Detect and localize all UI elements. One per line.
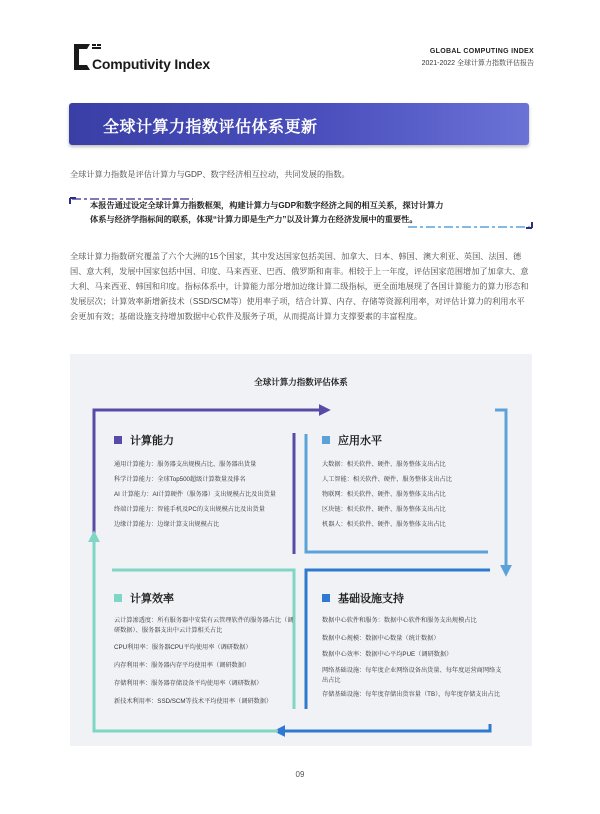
square-icon xyxy=(322,594,330,602)
infra-arrow xyxy=(278,724,490,731)
highlight-text xyxy=(90,199,515,227)
page-number: 09 xyxy=(295,770,305,779)
section-title: 全球计算力指数评估体系更新 xyxy=(103,119,318,136)
panel-compute-title xyxy=(114,432,174,448)
panel-app-label: 应用水平 xyxy=(338,435,382,447)
report-title-cn: 2021-2022 全球计算力指数评估报告 xyxy=(421,60,534,67)
diagram-title: 全球计算力指数评估体系 xyxy=(254,377,348,387)
list-item: 网络基础设施：每年度企业网络设备出货量、每年度运营商网络支出占比 xyxy=(322,667,502,684)
brand-name: Computivity Index xyxy=(92,56,210,72)
list-item: 存储利用率：服务器存储设备平均使用率（调研数据） xyxy=(114,680,263,687)
list-item: 数据中心效率：数据中心平均PUE（调研数据） xyxy=(322,651,453,658)
list-item: 人工智能：相关软件、硬件、服务整体支出占比 xyxy=(322,476,452,483)
list-item: 边缘计算能力：边缘计算支出规模占比 xyxy=(114,521,220,528)
report-title-en: GLOBAL COMPUTING INDEX xyxy=(429,48,534,55)
panel-infrastructure-title xyxy=(322,590,404,606)
index-framework-diagram xyxy=(70,354,532,746)
panel-app-title xyxy=(322,432,382,448)
square-icon xyxy=(114,594,122,602)
list-item: 通用计算能力：服务器支出规模占比、服务器出货量 xyxy=(114,461,257,468)
list-item: 存储基础设施：每年度存储出货容量（TB），每年度存储支出占比 xyxy=(322,691,501,698)
square-icon xyxy=(114,436,122,444)
panel-infrastructure-label: 基础设施支持 xyxy=(338,593,404,605)
highlight-line-2: 体系与经济学指标间的联系，体现“计算力即是生产力”以及计算力在经济发展中的重要性。 xyxy=(90,215,418,224)
panel-compute-label: 计算能力 xyxy=(130,435,174,447)
list-item: 云计算渗透度：所有服务器中安装有云管理软件的服务器占比（调研数据）、服务器支出中云计算相关占比 xyxy=(114,617,294,634)
highlight-box xyxy=(68,196,534,230)
body-paragraph: 全球计算力指数研究覆盖了六个大洲的15个国家，其中发达国家包括美国、加拿大、日本、韩国、澳大利亚、英国、法国、德国、意大利，发展中国家包括中国、印度、马来西亚、巴西、俄罗斯和南非。相较于上一年度，评估国家范围增加了加拿大、意大利、马来西亚、韩国和印度。指标体系中，计算能力部分增加边缘计算二级指标，更全面地展现了各国计算能力的算力形态和发展层次；计算效率新增新技术（SSD/SCM等）使用率子项，结合计算、内存、存储等资源利用率，对评估计算力的利用水平会更加有效；基础设施支持增加数据中心软件及服务子项，从而提高计算力支撑要素的丰富程度。 xyxy=(70,252,529,321)
panel-efficiency-title xyxy=(114,590,174,606)
list-item: 机器人：相关软件、硬件、服务整体支出占比 xyxy=(322,521,446,528)
list-item: 新技术利用率：SSD/SCM等技术平均使用率（调研数据） xyxy=(114,698,273,705)
list-item: 数据中心软件和服务：数据中心软件和服务支出规模占比 xyxy=(322,617,477,624)
square-icon xyxy=(322,436,330,444)
list-item: 终端计算能力：智能手机及PC的支出规模占比及出货量 xyxy=(114,506,265,513)
panel-efficiency-label: 计算效率 xyxy=(130,593,174,605)
list-item: AI 计算能力：AI计算硬件（服务器）支出规模占比及出货量 xyxy=(114,491,276,498)
list-item: 内存利用率：服务器内存平均使用率（调研数据） xyxy=(114,662,251,669)
brand-logo xyxy=(70,42,240,78)
highlight-line-1: 本报告通过设定全球计算力指数框架，构建计算力与GDP和数字经济之间的相互关系，探讨计算力 xyxy=(90,201,444,210)
report-header xyxy=(422,48,534,68)
section-banner xyxy=(69,103,529,145)
intro-paragraph: 全球计算力指数是评估计算力与GDP、数字经济相互拉动，共同发展的指数。 xyxy=(70,170,350,179)
list-item: 大数据：相关软件、硬件、服务整体支出占比 xyxy=(322,461,446,468)
list-item: 科学计算能力：全球Top500超级计算数量及排名 xyxy=(114,476,246,483)
list-item: 数据中心规模：数据中心数量（统计数据） xyxy=(322,635,440,642)
list-item: 区块链：相关软件、硬件、服务整体支出占比 xyxy=(322,506,446,513)
list-item: 物联网：相关软件、硬件、服务整体支出占比 xyxy=(322,491,446,498)
list-item: CPU利用率：服务器CPU平均使用率（调研数据） xyxy=(114,644,252,651)
